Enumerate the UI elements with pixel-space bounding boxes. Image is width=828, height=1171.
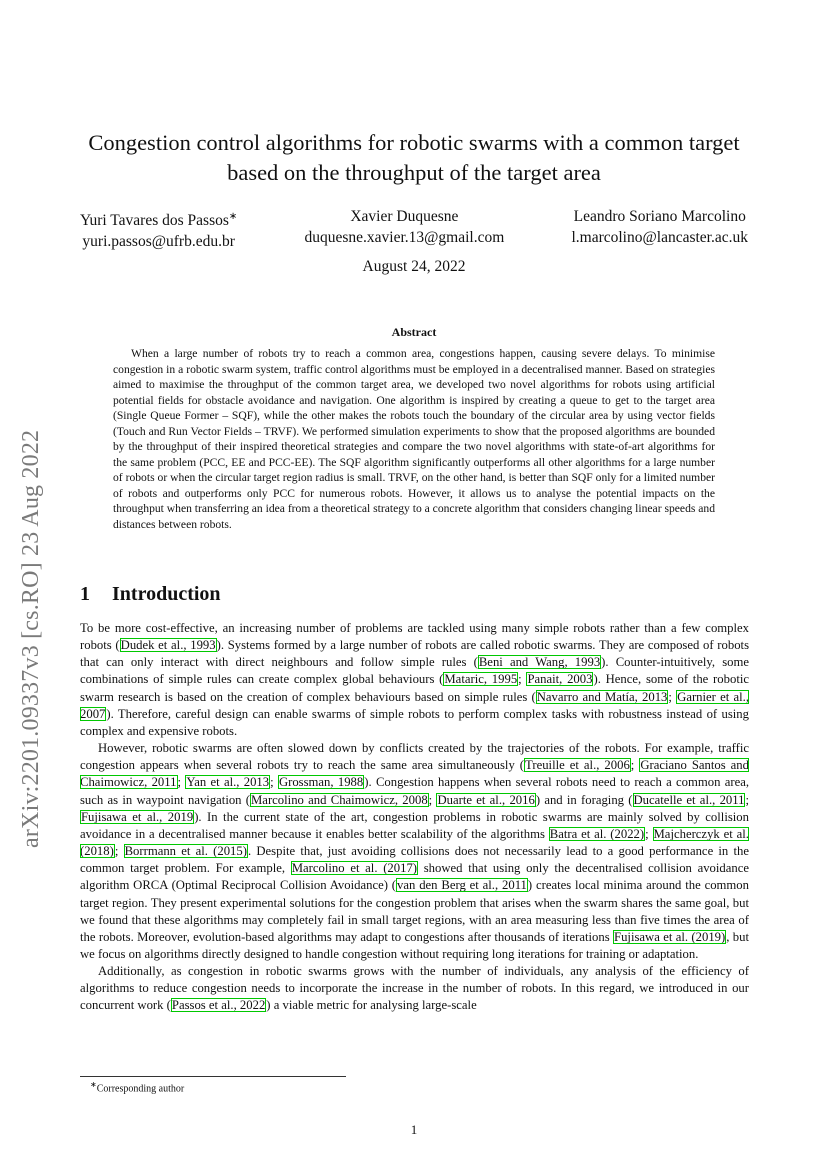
paragraph-text: ; xyxy=(428,792,437,807)
introduction-body xyxy=(80,620,749,1015)
citation-link[interactable]: Graciano Santos and Chaimowicz, 2011 xyxy=(80,758,749,790)
page-number: 1 xyxy=(410,1122,418,1137)
citation-link[interactable]: Beni and Wang, 1993 xyxy=(478,655,601,670)
citation-link[interactable]: Marcolino and Chaimowicz, 2008 xyxy=(251,792,428,807)
author-email: duquesne.xavier.13@gmail.com xyxy=(304,229,505,246)
citation-link[interactable]: Treuille et al., 2006 xyxy=(525,758,630,773)
paragraph-text: Additionally, as congestion in robotic swarms grows with the number of individuals, any analysis of the efficiency of algorithms to reduce congestion needs to incorporate the increase in the number of robots. In this regard, we introduced in our concurrent work ( xyxy=(80,964,749,1013)
citation-link[interactable]: Fujisawa et al., 2019 xyxy=(81,809,194,824)
citation-link[interactable]: Dudek et al., 1993 xyxy=(120,638,216,653)
intro-paragraph-3 xyxy=(80,963,749,1014)
citation-link[interactable]: Borrmann et al. (2015) xyxy=(124,844,247,859)
section-title: Introduction xyxy=(112,583,221,605)
citation-link[interactable]: van den Berg et al., 2011 xyxy=(397,878,527,893)
author-2 xyxy=(304,206,504,252)
citation-link[interactable]: Grossman, 1988 xyxy=(278,775,364,790)
citation-link[interactable]: Fujisawa et al. (2019) xyxy=(614,929,726,944)
citation-link[interactable]: Batra et al. (2022) xyxy=(549,826,645,841)
paragraph-text: ; xyxy=(745,792,750,807)
citation-link[interactable]: Majcherczyk et al. (2018) xyxy=(80,826,749,859)
paper-title: Congestion control algorithms for robotic swarms with a common target based on the throughput of the target area xyxy=(88,130,740,185)
paragraph-text: ) creates local minima around the common target region. They present experimental solutions for the congestion problem that arises when the swarm shares the same goal, but we found that these algorithms may completely fail in small target regions, with an area measuring less than five times the area of the robots. Moreover, evolution-based algorithms may adapt to congestions after thousands of iterations xyxy=(80,878,749,944)
citation-link[interactable]: Marcolino et al. (2017) xyxy=(291,861,418,876)
citation-link[interactable]: Ducatelle et al., 2011 xyxy=(633,792,745,807)
paragraph-text: ). Hence, some of the robotic swarm research is based on the creation of complex behaviours based on simple rules ( xyxy=(80,672,749,704)
paragraph-text: ; xyxy=(630,758,640,773)
abstract-text: When a large number of robots try to reach a common area, congestions happen, causing severe delays. To minimise congestion in a robotic swarm system, traffic control algorithms must be employed in a decentralised manner. Based on strategies aimed to maximise the throughput of the common target area, we developed two novel algorithms for robots using artificial potential fields for obstacle avoidance and navigation. One algorithm is inspired by creating a queue to get to the target area (Single Queue Former – SQF), while the other makes the robots touch the boundary of the circular area by using vector fields (Touch and Run Vector Fields – TRVF). We performed simulation experiments to show that the proposed algorithms are bounded by the throughput of their inspired theoretical strategies and compare the two novel algorithms with state-of-art algorithms for the same problem (PCC, EE and PCC-EE). The SQF algorithm significantly outperforms all other algorithms for a large number of robots or when the circular target region radius is small. TRVF, on the other hand, is better than SQF only for a limited number of robots and outperforms only PCC for numerous robots. However, it allows us to analyse the potential impacts on the throughput when transferring an idea from a theoretical strategy to a concrete algorithm that considers changing linear speeds and distances between robots. xyxy=(113,347,716,532)
abstract-heading: Abstract xyxy=(391,325,437,339)
author-list xyxy=(80,206,748,252)
author-email: yuri.passos@ufrb.edu.br xyxy=(82,233,235,251)
footnote-text: Corresponding author xyxy=(96,1083,185,1095)
author-3 xyxy=(571,206,748,252)
paragraph-text: To be more cost-effective, an increasing number of problems are tackled using many simple robots rather than a few complex robots ( xyxy=(80,621,749,653)
paragraph-text: ; xyxy=(518,672,527,687)
author-1 xyxy=(80,206,237,252)
citation-link[interactable]: Duarte et al., 2016 xyxy=(437,792,535,807)
paragraph-text: ). Systems formed by a large number of robots are called robotic swarms. They are composed of robots that can only interact with direct neighbours and follow simple rules ( xyxy=(80,638,750,670)
citation-link[interactable]: Yan et al., 2013 xyxy=(186,775,270,790)
author-name xyxy=(80,206,237,231)
paragraph-text: ). Congestion happens when several robots need to reach a common area, such as in waypoint navigation ( xyxy=(80,775,749,807)
author-name-text: Yuri Tavares dos Passos xyxy=(80,212,229,230)
citation-link[interactable]: Navarro and Matía, 2013 xyxy=(536,689,668,704)
footnote-rule xyxy=(80,1076,346,1077)
citation-link[interactable]: Garnier et al., 2007 xyxy=(80,689,749,721)
section-number: 1 xyxy=(80,583,90,605)
arxiv-identifier-stamp[interactable]: arXiv:2201.09337v3 [cs.RO] 23 Aug 2022 xyxy=(18,429,44,848)
paragraph-text: ; xyxy=(114,844,124,859)
publication-date: August 24, 2022 xyxy=(362,258,466,275)
author-name: Xavier Duquesne xyxy=(350,208,459,225)
paragraph-text: ; xyxy=(668,689,677,704)
paragraph-text: ). In the current state of the art, congestion problems in robotic swarms are mainly solved by collision avoidance in a decentralised manner because it enables better scalability of the algorithms xyxy=(80,809,749,841)
paragraph-text: ). Counter-intuitively, some combinations of simple rules can create complex global behaviours ( xyxy=(80,655,749,687)
footnote xyxy=(90,1080,590,1094)
paragraph-text: ). Therefore, careful design can enable swarms of simple robots to perform complex tasks with robustness instead of using complex and expensive robots. xyxy=(80,706,749,738)
footnote-mark: ∗ xyxy=(90,1080,97,1089)
paragraph-text: ; xyxy=(645,826,653,841)
paragraph-text: , but we focus on algorithms directly designed to handle congestion without requiring long iterations for training or adaptation. xyxy=(80,929,750,961)
author-email: l.marcolino@lancaster.ac.uk xyxy=(571,229,748,246)
intro-paragraph-1 xyxy=(80,620,749,740)
paragraph-text: ) a viable metric for analysing large-scale xyxy=(266,998,477,1013)
paragraph-text: However, robotic swarms are often slowed down by conflicts created by the trajectories of the robots. For example, traffic congestion appears when several robots try to reach the same area simultaneously ( xyxy=(80,741,749,773)
corresponding-author-mark[interactable]: ∗ xyxy=(228,211,238,222)
citation-link[interactable]: Passos et al., 2022 xyxy=(171,998,266,1013)
paragraph-text: ; xyxy=(177,775,186,790)
paragraph-text: . Despite that, just avoiding collisions does not necessarily lead to a good performance in the common target problem. For example, xyxy=(80,844,749,876)
citation-link[interactable]: Mataric, 1995 xyxy=(444,672,518,687)
paragraph-text: ; xyxy=(270,775,278,790)
paragraph-text: showed that using only the decentralised collision avoidance algorithm ORCA (Optimal Reciprocal Collision Avoidance) ( xyxy=(80,861,749,893)
paragraph-text: ) and in foraging ( xyxy=(535,792,633,807)
intro-paragraph-2 xyxy=(80,740,749,963)
section-heading-introduction xyxy=(80,583,748,606)
author-name: Leandro Soriano Marcolino xyxy=(573,208,746,225)
citation-link[interactable]: Panait, 2003 xyxy=(527,672,593,687)
